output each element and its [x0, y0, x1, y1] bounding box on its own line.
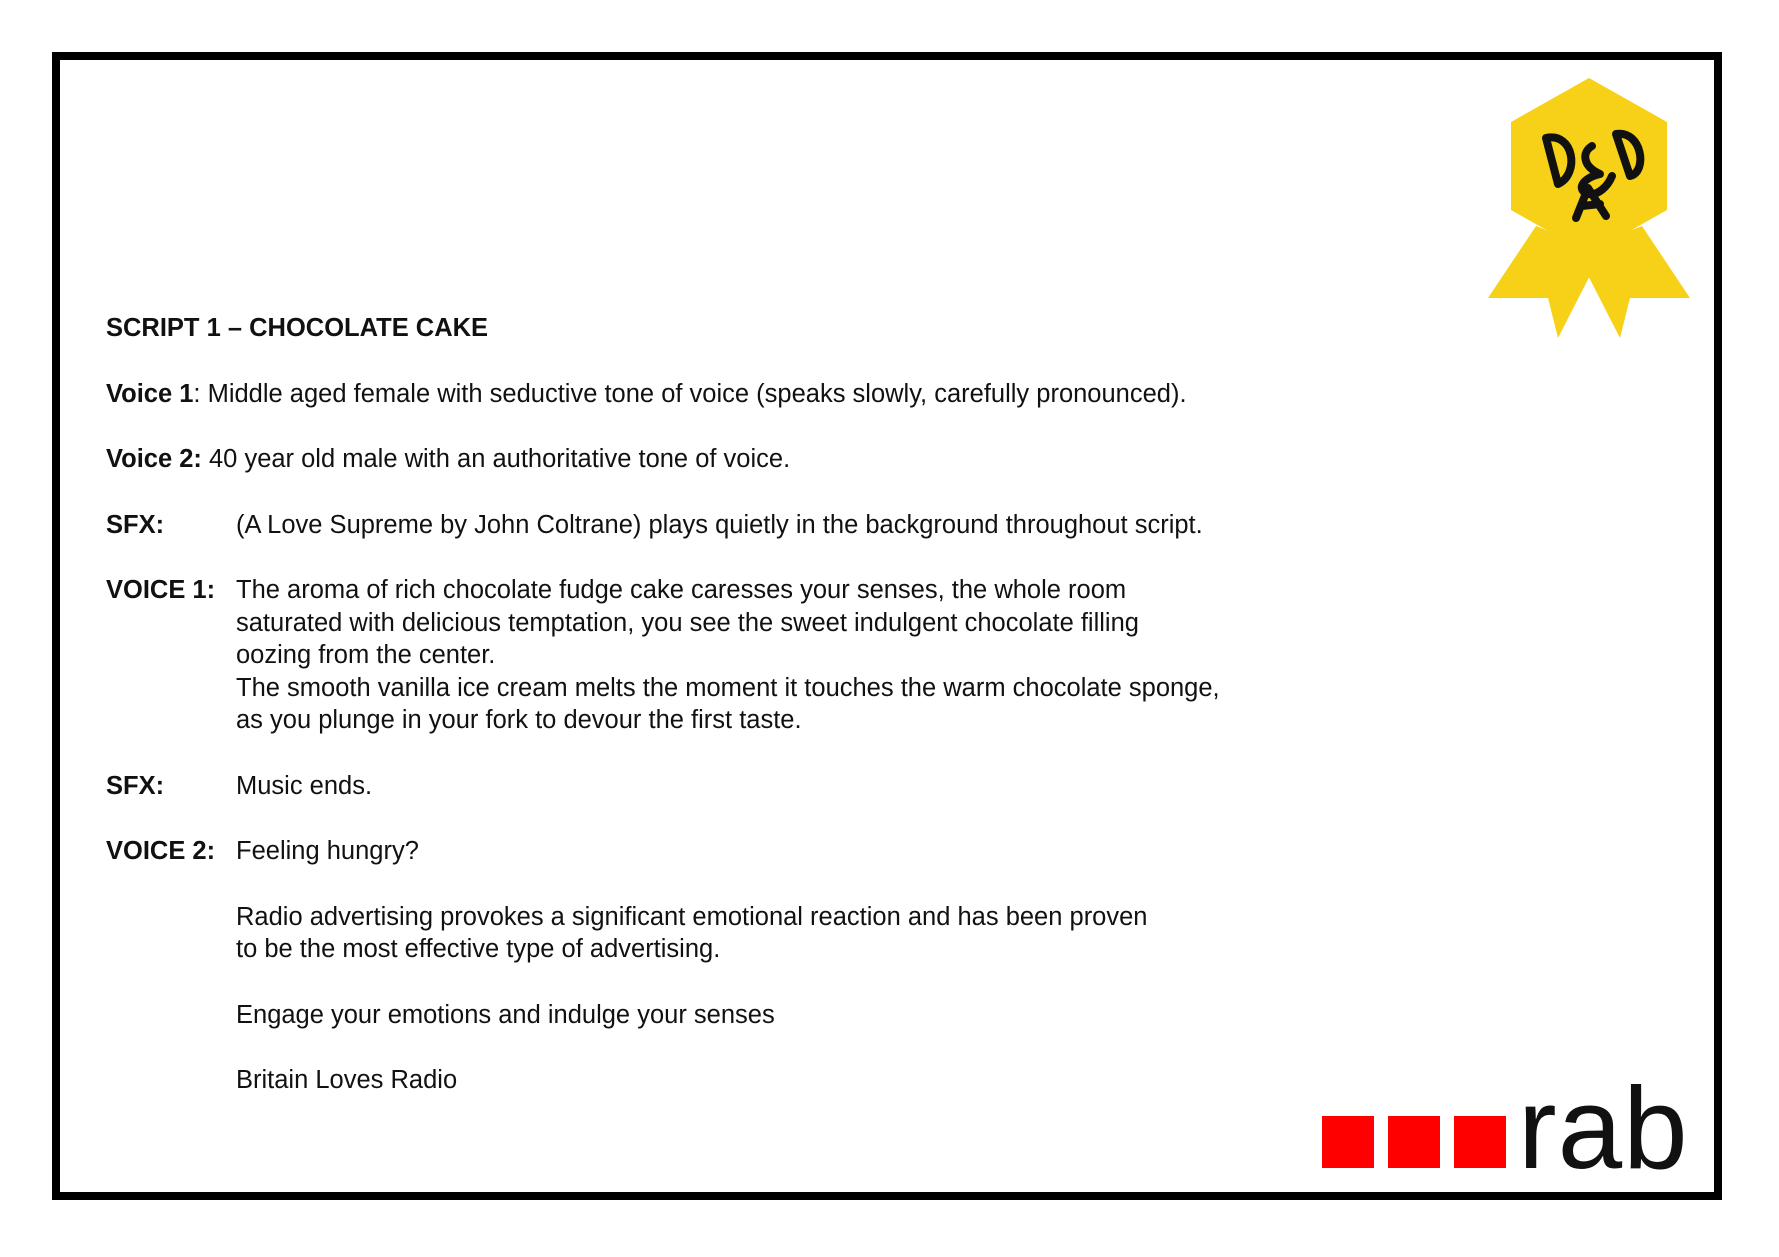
script-line-voice2 — [106, 835, 1326, 868]
line-text: (A Love Supreme by John Coltrane) plays quietly in the background throughout script. — [236, 510, 1203, 539]
voice2-description — [106, 443, 1326, 476]
line-body — [236, 574, 1326, 737]
line-text: The smooth vanilla ice cream melts the moment it touches the warm chocolate sponge, — [236, 673, 1220, 702]
closing-text: to be the most effective type of advertising. — [236, 935, 721, 963]
rab-wordmark: rab — [1518, 1063, 1689, 1193]
dandad-pencil-award-icon — [1484, 76, 1694, 338]
closing-paragraph — [236, 999, 1326, 1032]
line-text: Feeling hungry? — [236, 837, 419, 865]
red-square-icon — [1454, 1116, 1506, 1168]
script-line-sfx-1 — [106, 509, 1326, 542]
closing-text: Radio advertising provokes a significant emotional reaction and has been proven — [236, 902, 1148, 931]
line-body — [236, 770, 1326, 803]
script-title: SCRIPT 1 – CHOCOLATE CAKE — [106, 314, 489, 342]
line-label: VOICE 1: — [106, 576, 216, 604]
line-body — [236, 835, 1326, 868]
closing-paragraph — [236, 1064, 1326, 1097]
line-text: The aroma of rich chocolate fudge cake caresses your senses, the whole room — [236, 576, 1127, 604]
radio-script — [106, 312, 1326, 1130]
line-body — [236, 509, 1326, 542]
line-label: SFX: — [106, 771, 165, 800]
line-label: SFX: — [106, 510, 165, 539]
voice1-text: : Middle aged female with seductive tone of voice (speaks slowly, carefully pronounced). — [193, 379, 1187, 408]
closing-paragraph — [236, 901, 1326, 966]
script-line-voice1 — [106, 574, 1326, 737]
red-square-icon — [1388, 1116, 1440, 1168]
line-text: saturated with delicious temptation, you see the sweet indulgent chocolate filling — [236, 608, 1139, 637]
voice1-description — [106, 378, 1326, 411]
line-text: Music ends. — [236, 771, 373, 800]
rab-logo — [1322, 1063, 1689, 1200]
closing-text: Britain Loves Radio — [236, 1066, 458, 1094]
line-text: as you plunge in your fork to devour the first taste. — [236, 706, 802, 734]
script-line-sfx-2 — [106, 770, 1326, 803]
voice2-text: 40 year old male with an authoritative tone of voice. — [201, 445, 791, 473]
line-text: oozing from the center. — [236, 641, 496, 669]
closing-text: Engage your emotions and indulge your senses — [236, 1000, 775, 1029]
voice2-label: Voice 2: — [106, 445, 202, 473]
red-square-icon — [1322, 1116, 1374, 1168]
line-label: VOICE 2: — [106, 837, 216, 865]
voice1-label: Voice 1 — [106, 379, 194, 408]
